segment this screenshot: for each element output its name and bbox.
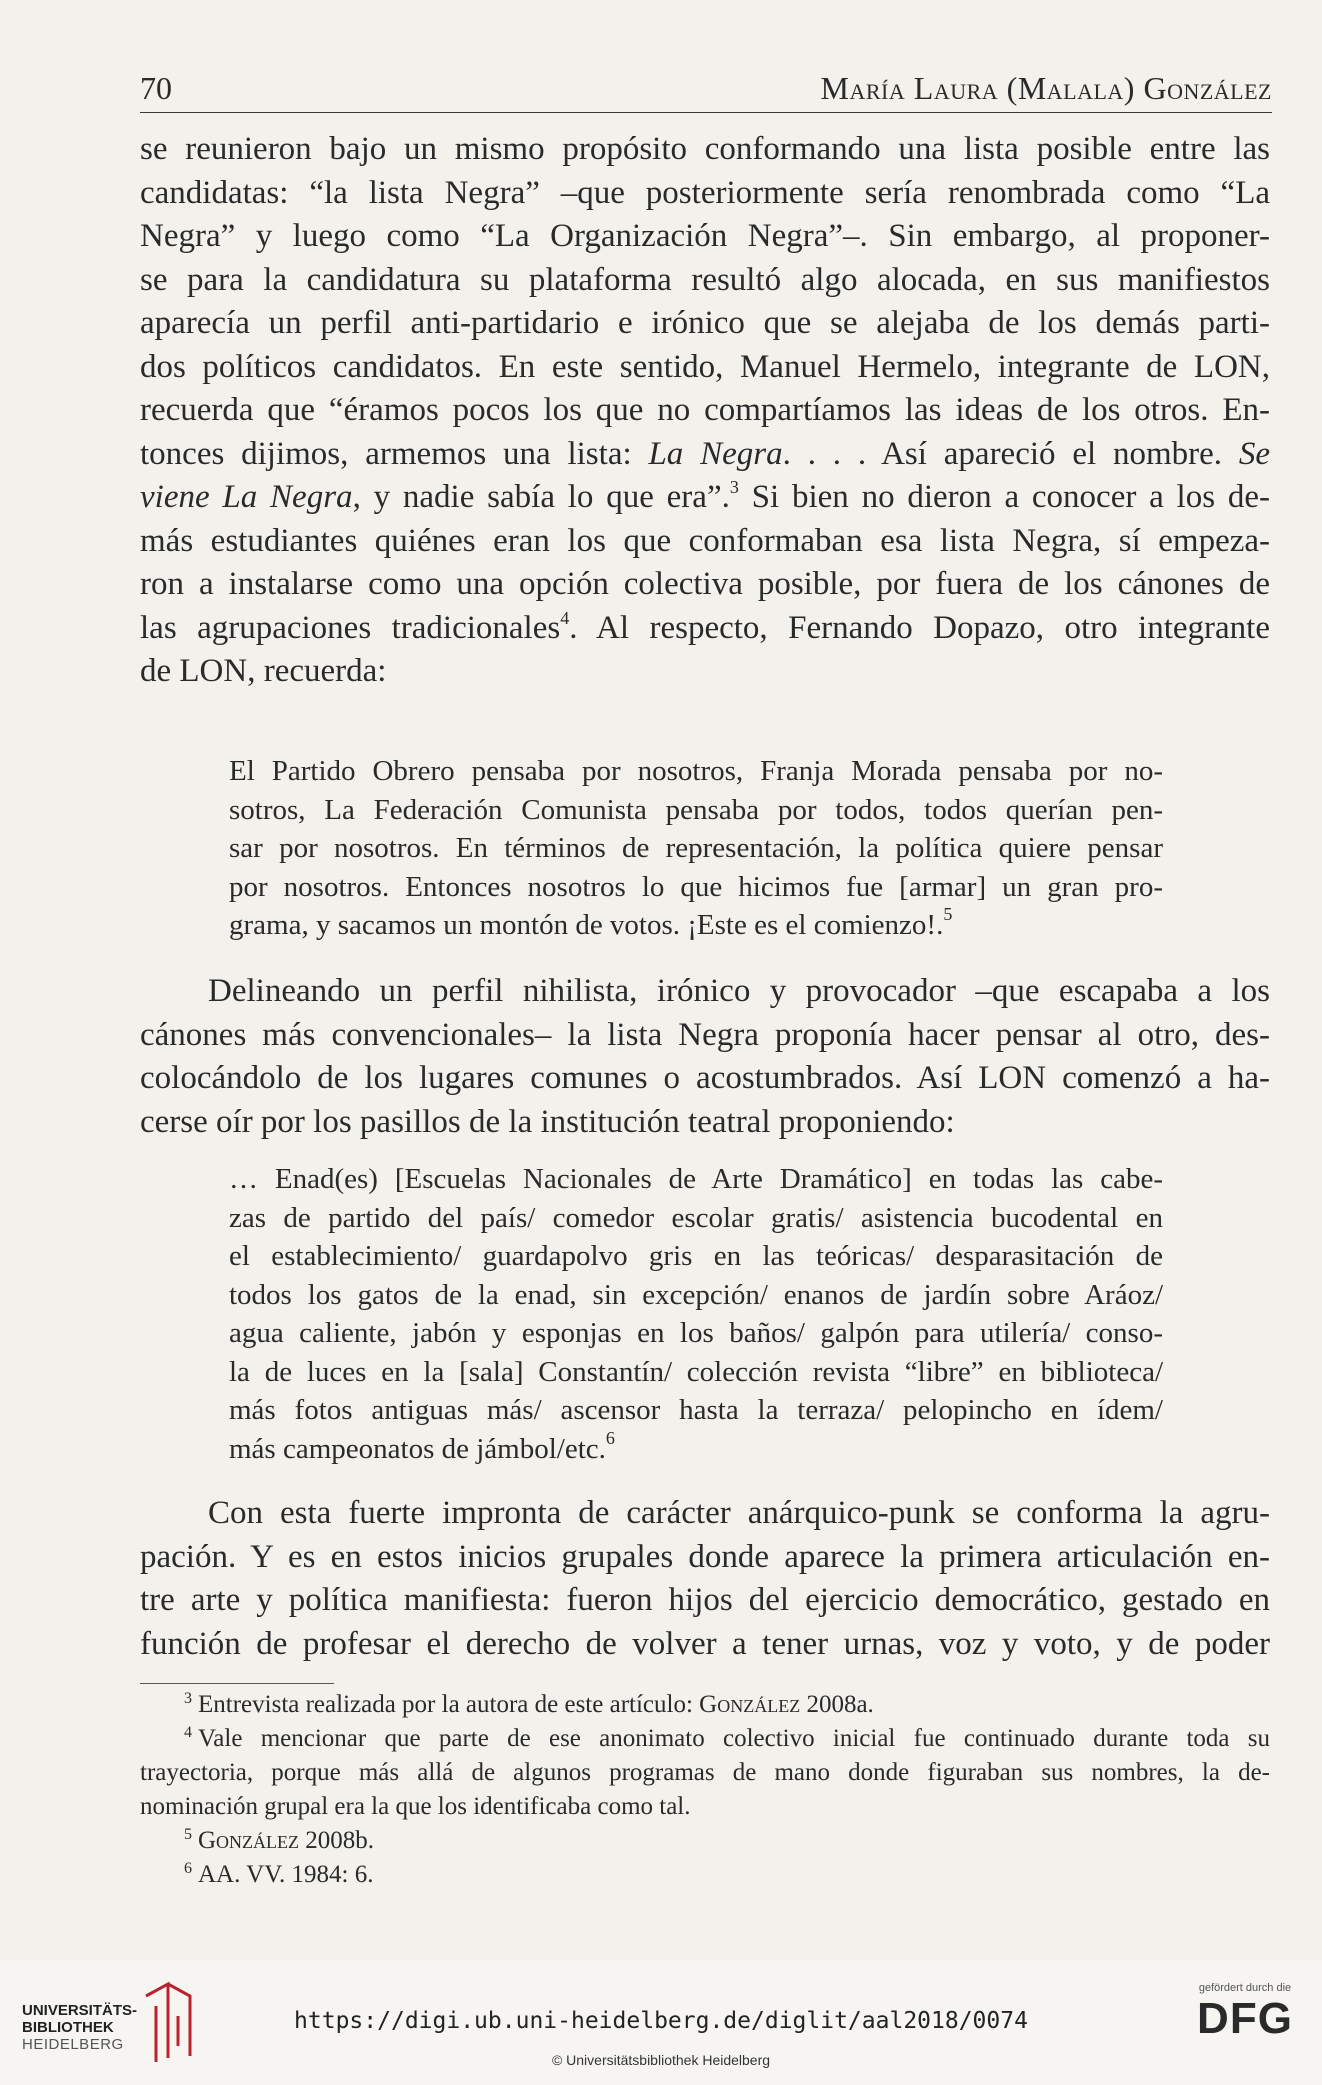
italic-title: La Negra — [648, 435, 783, 472]
text-line: más estudiantes quiénes eran los que conformaban esa lista Negra, sí empeza- — [140, 522, 1270, 559]
footnote-ref-3[interactable]: 3 — [729, 477, 739, 497]
paragraph-2 — [140, 970, 1270, 1144]
text-line: colocándolo de los lugares comunes o acostumbrados. Así LON comenzó a ha- — [140, 1060, 1270, 1096]
quote-line: sotros, La Federación Comunista pensaba por todos, todos querían pen- — [229, 793, 1163, 826]
footnote-6: $^6$ AA. VV. 1984: 6. — [184, 1860, 374, 1888]
source-url-link[interactable]: https://digi.ub.uni-heidelberg.de/diglit/aal2018/0074 — [294, 2008, 1028, 2034]
text-line: se reunieron bajo un mismo propósito conformando una lista posible entre las — [140, 131, 1270, 167]
copyright-notice: © Universitätsbibliothek Heidelberg — [551, 2052, 771, 2068]
text-line: Negra” y luego como “La Organización Negra”–. Sin embargo, al proponer- — [140, 218, 1270, 254]
text-line: pación. Y es en estos inicios grupales donde aparece la primera articulación en- — [140, 1538, 1270, 1575]
footnote-number: 6 — [184, 1860, 192, 1877]
quote-line: más fotos antiguas más/ ascensor hasta la terraza/ pelopincho en ídem/ — [229, 1394, 1163, 1426]
text-line: Con esta fuerte impronta de carácter anárquico-punk se conforma la agru- — [208, 1495, 1270, 1531]
quote-line: más campeonatos de jámbol/etc.$^6$ — [229, 1427, 615, 1465]
quote-line: el establecimiento/ guardapolvo gris en las teóricas/ desparasitación de — [229, 1240, 1163, 1272]
footnote-ref-6[interactable]: 6 — [605, 1427, 615, 1448]
digitization-footer — [0, 1960, 1322, 2085]
footnote-4: $^4$ Vale mencionar que parte de ese anonimato colectivo inicial fue continuado durante toda su — [184, 1724, 1270, 1752]
page-header — [140, 70, 1272, 113]
paragraph-3 — [140, 1492, 1270, 1666]
paragraph-1 — [140, 128, 1270, 694]
footnotes — [140, 1688, 1270, 1892]
quote-line: todos los gatos de la enad, sin excepción/ enanos de jardín sobre Aráoz/ — [229, 1278, 1163, 1311]
text-line: candidatas: “la lista Negra” –que posteriormente sería renombrada como “La — [140, 174, 1270, 211]
footnote-4-line: nominación grupal era la que los identificaba como tal. — [140, 1793, 691, 1820]
text-line: de LON, recuerda: — [140, 653, 387, 689]
text-line: aparecía un perfil anti-partidario e irónico que se alejaba de los demás parti- — [140, 305, 1270, 341]
text-line: recuerda que “éramos pocos los que no compartíamos las ideas de los otros. En- — [140, 392, 1270, 428]
quote-line: la de luces en la [sala] Constantín/ colección revista “libre” en biblioteca/ — [229, 1355, 1163, 1388]
text-line: dos políticos candidatos. En este sentido, Manuel Hermelo, integrante de LON, — [140, 348, 1270, 385]
text-line: ron a instalarse como una opción colectiva posible, por fuera de los cánones de — [140, 566, 1270, 602]
page-number: 70 — [140, 70, 172, 106]
quote-line: El Partido Obrero pensaba por nosotros, Franja Morada pensaba por no- — [229, 755, 1163, 787]
running-head: María Laura (Malala) González — [820, 70, 1272, 106]
quote-line: por nosotros. Entonces nosotros lo que hicimos fue [armar] un gran pro- — [229, 870, 1163, 903]
funding-label: gefördert durch die — [1198, 1982, 1292, 1994]
text-line: función de profesar el derecho de volver a tener urnas, voz y voto, y de poder — [140, 1625, 1270, 1662]
quote-line: grama, y sacamos un montón de votos. ¡Este es el comienzo!.$^5$ — [229, 904, 953, 941]
footnote-number: 5 — [184, 1826, 192, 1843]
italic-phrase: Se — [1238, 435, 1271, 472]
footnote-divider — [140, 1683, 334, 1684]
text-line: cerse oír por los pasillos de la institución teatral proponiendo: — [140, 1103, 955, 1140]
italic-phrase: viene La Negra — [140, 479, 353, 515]
quote-line: sar por nosotros. En términos de representación, la política quiere pensar — [229, 832, 1163, 864]
footnote-ref-4[interactable]: 4 — [560, 607, 570, 628]
footnote-3: $^3$ Entrevista realizada por la autora de este artículo: González 2008a. — [184, 1690, 874, 1718]
text-line: tre arte y política manifiesta: fueron hijos del ejercicio democrático, gestado en — [140, 1582, 1270, 1618]
library-name-line: HEIDELBERG — [22, 2036, 124, 2053]
text-line: Delineando un perfil nihilista, irónico y provocador –que escapaba a los — [208, 973, 1270, 1009]
footnote-5: $^5$ González 2008b. — [184, 1826, 375, 1854]
quote-line: … Enad(es) [Escuelas Nacionales de Arte Dramático] en todas las cabe- — [229, 1163, 1163, 1195]
library-name-line: UNIVERSITÄTS- — [22, 2002, 138, 2019]
text-line: se para la candidatura su plataforma resultó algo alocada, en sus manifiestos — [140, 261, 1270, 298]
block-quote-1 — [229, 752, 1163, 945]
footnote-ref-5[interactable]: 5 — [943, 904, 953, 924]
text-line: tonces dijimos, armemos una lista: La Negra. . . . Así apareció el nombre. Se — [140, 435, 1271, 472]
funder-block — [1190, 1982, 1300, 2044]
footnote-4-line: trayectoria, porque más allá de algunos programas de mano donde figuraban sus nombres, la de- — [140, 1759, 1270, 1786]
block-quote-2 — [229, 1160, 1163, 1468]
quote-line: zas de partido del país/ comedor escolar gratis/ asistencia bucodental en — [229, 1201, 1163, 1234]
library-name-line: BIBLIOTHEK — [22, 2019, 114, 2036]
text-line: cánones más convencionales– la lista Negra proponía hacer pensar al otro, des- — [140, 1016, 1270, 1053]
dfg-logo[interactable]: DFG — [1197, 1994, 1293, 2043]
footnote-number: 4 — [184, 1724, 192, 1741]
text-line: las agrupaciones tradicionales$^4$. Al respecto, Fernando Dopazo, otro integrante — [140, 607, 1270, 646]
footnote-number: 3 — [184, 1690, 192, 1707]
quote-line: agua caliente, jabón y esponjas en los baños/ galpón para utilería/ conso- — [229, 1317, 1163, 1349]
text-line: viene La Negra, y nadie sabía lo que era”.$^3$ Si bien no dieron a conocer a los de- — [140, 477, 1271, 515]
